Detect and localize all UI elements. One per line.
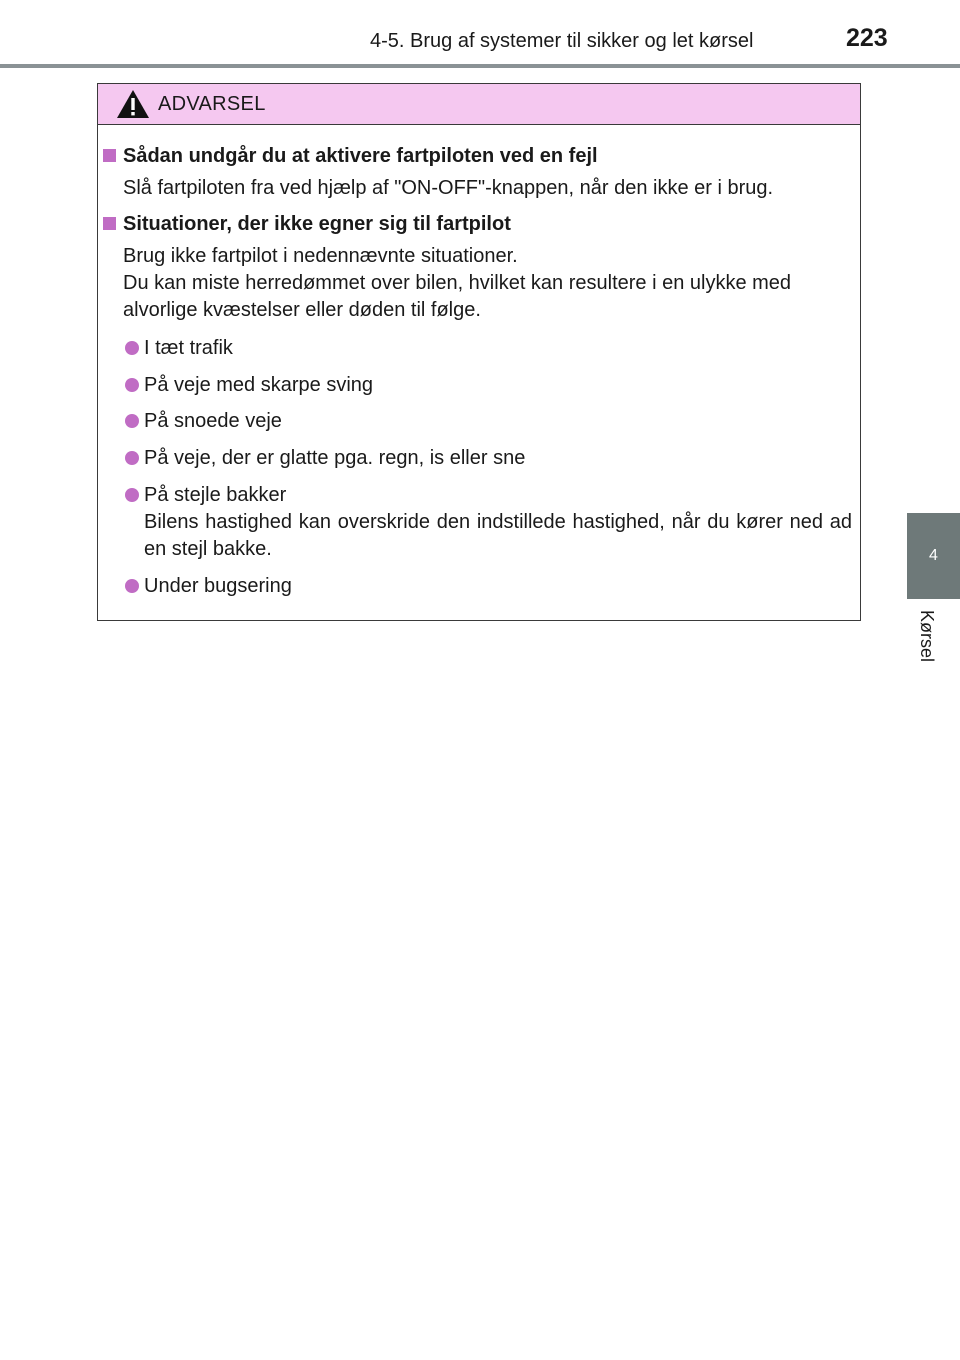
paragraph: Brug ikke fartpilot i nedennævnte situationer.: [123, 245, 518, 267]
section-title: 4-5. Brug af systemer til sikker og let kørsel: [370, 30, 754, 52]
warning-header: [98, 84, 860, 125]
section-heading: Sådan undgår du at aktivere fartpiloten ved en fejl: [103, 145, 598, 168]
square-bullet-icon: [103, 149, 116, 162]
list-item: Under bugsering: [125, 573, 852, 600]
list-item: På veje med skarpe sving: [125, 372, 852, 399]
bullet-detail: Bilens hastighed kan overskride den indstillede hastighed, når du kører ned ad en stejl bakke.: [144, 511, 852, 560]
chapter-tab[interactable]: [907, 513, 960, 599]
list-item: I tæt trafik: [125, 335, 852, 362]
chapter-number: 4: [929, 547, 938, 564]
paragraph: alvorlige kvæstelser eller døden til følge.: [123, 299, 481, 321]
round-bullet-icon: [125, 414, 139, 428]
warning-box: [97, 83, 861, 621]
round-bullet-icon: [125, 451, 139, 465]
list-item: På snoede veje: [125, 408, 852, 435]
round-bullet-icon: [125, 488, 139, 502]
list-item: På veje, der er glatte pga. regn, is eller sne: [125, 445, 852, 472]
list-item: På stejle bakker Bilens hastighed kan overskride den indstillede hastighed, når du kører ned ad en stejl bakke.: [125, 482, 852, 563]
page-number: 223: [846, 24, 888, 52]
paragraph: Slå fartpiloten fra ved hjælp af "ON-OFF"-knappen, når den ikke er i brug.: [123, 177, 774, 199]
paragraph: Du kan miste herredømmet over bilen, hvilket kan resultere i en ulykke med: [123, 272, 792, 294]
round-bullet-icon: [125, 378, 139, 392]
round-bullet-icon: [125, 579, 139, 593]
square-bullet-icon: [103, 217, 116, 230]
warning-triangle-icon: [116, 89, 150, 119]
warning-title: ADVARSEL: [158, 93, 266, 115]
chapter-label: Kørsel: [917, 610, 937, 663]
round-bullet-icon: [125, 341, 139, 355]
header-divider: [0, 64, 960, 68]
section-heading: Situationer, der ikke egner sig til fartpilot: [103, 213, 511, 236]
